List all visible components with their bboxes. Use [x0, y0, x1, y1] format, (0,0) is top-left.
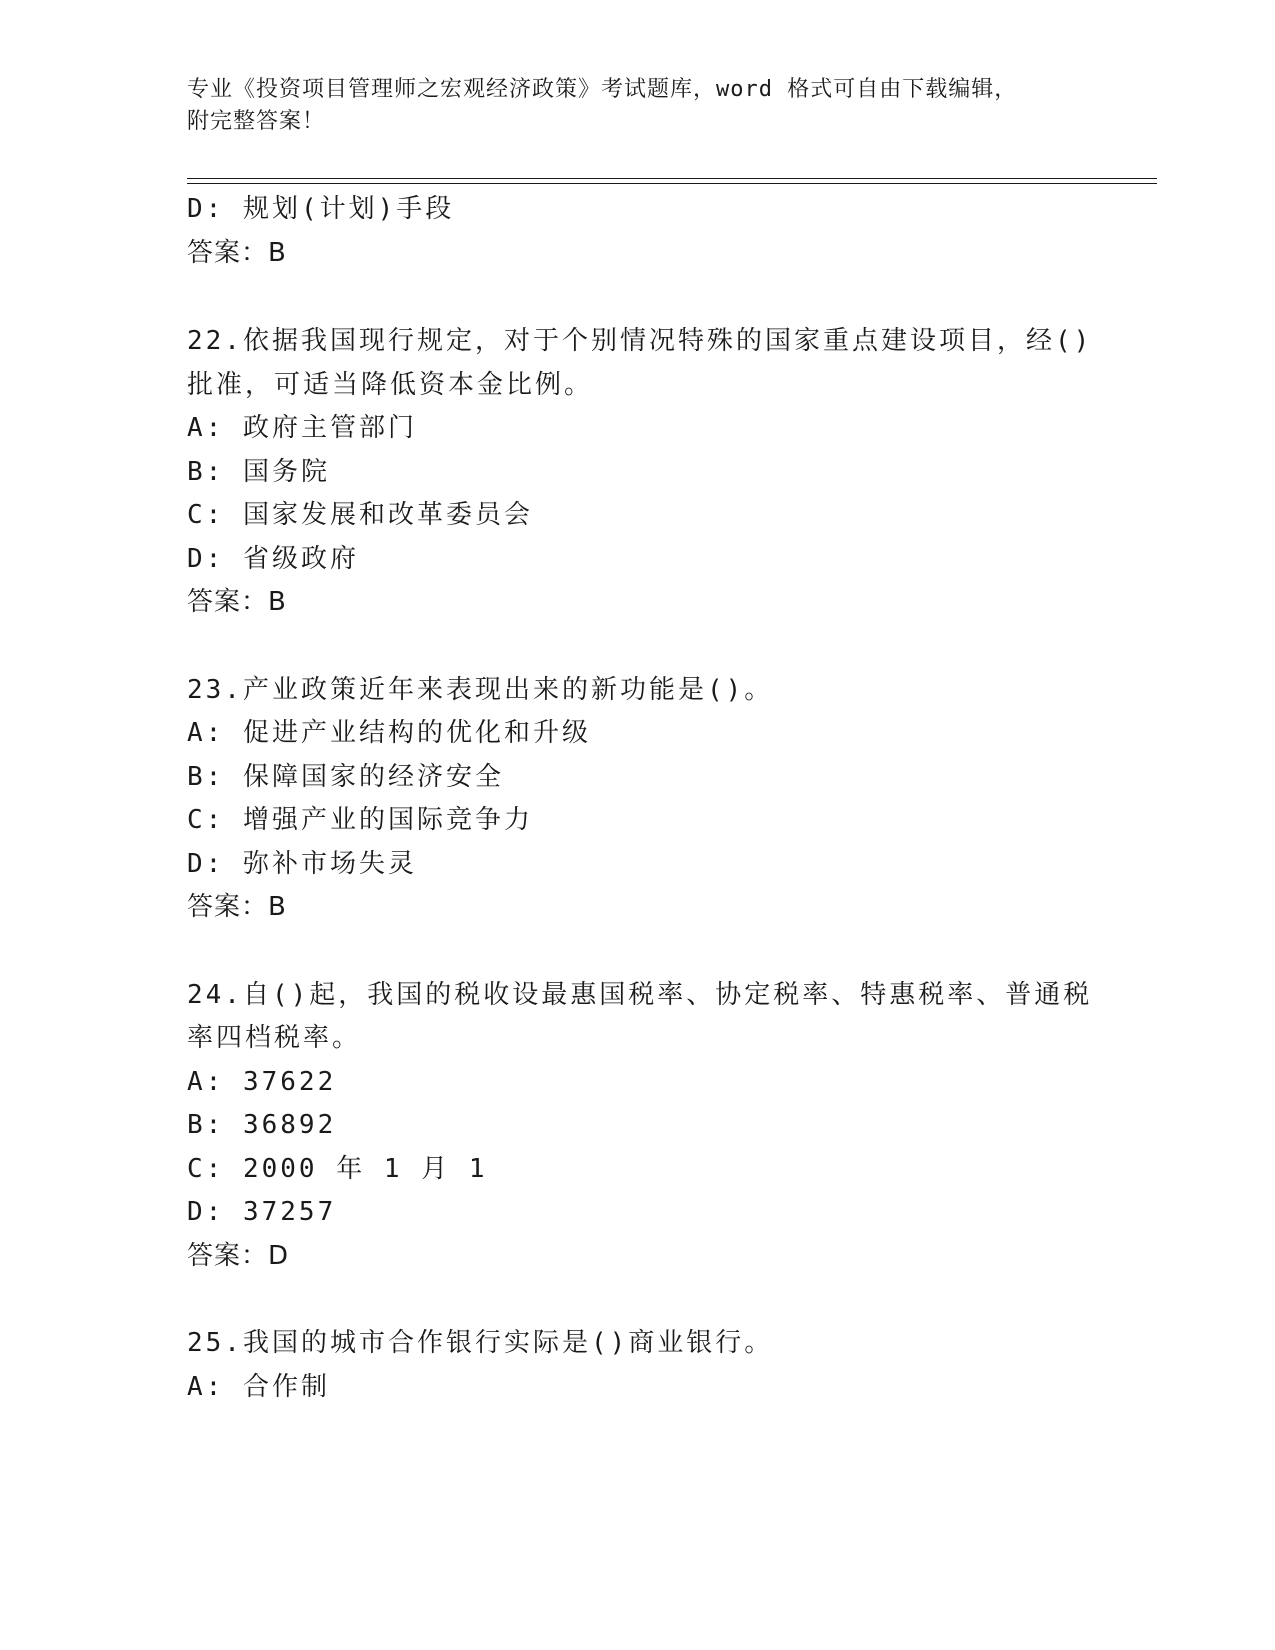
header-line-1: 专业《投资项目管理师之宏观经济政策》考试题库，word 格式可自由下载编辑，	[187, 77, 1018, 102]
question-23-option-c: C: 增强产业的国际竞争力	[187, 805, 533, 835]
question-24-option-c: C: 2000 年 1 月 1	[187, 1154, 488, 1184]
header-divider-top	[187, 178, 1157, 179]
question-24-option-a: A: 37622	[187, 1067, 337, 1097]
question-24-answer: 答案：D	[187, 1241, 290, 1271]
question-22-stem-line-1: 22.依据我国现行规定，对于个别情况特殊的国家重点建设项目，经()	[187, 326, 1093, 356]
question-22-option-b: B: 国务院	[187, 457, 330, 487]
question-22-answer: 答案：B	[187, 587, 287, 617]
header-line-2: 附完整答案！	[187, 109, 326, 134]
document-header	[187, 74, 1067, 138]
question-22-option-d: D: 省级政府	[187, 544, 359, 574]
question-23-option-a: A: 促进产业结构的优化和升级	[187, 718, 591, 748]
question-25-option-a: A: 合作制	[187, 1372, 330, 1402]
question-22-option-a: A: 政府主管部门	[187, 413, 417, 443]
question-23-option-d: D: 弥补市场失灵	[187, 849, 417, 879]
question-24-option-b: B: 36892	[187, 1110, 337, 1140]
question-23-answer: 答案：B	[187, 892, 287, 922]
prev-question-option-d: D: 规划(计划)手段	[187, 194, 455, 224]
question-24-stem-line-2: 率四档税率。	[187, 1023, 362, 1053]
question-22-stem-line-2: 批准，可适当降低资本金比例。	[187, 370, 594, 400]
question-25-stem-line-1: 25.我国的城市合作银行实际是()商业银行。	[187, 1328, 774, 1358]
question-22-option-c: C: 国家发展和改革委员会	[187, 500, 533, 530]
question-23-option-b: B: 保障国家的经济安全	[187, 762, 504, 792]
question-24-stem-line-1: 24.自()起，我国的税收设最惠国税率、协定税率、特惠税率、普通税	[187, 980, 1093, 1010]
question-24-option-d: D: 37257	[187, 1197, 337, 1227]
question-23-stem-line-1: 23.产业政策近年来表现出来的新功能是()。	[187, 675, 774, 705]
prev-question-answer: 答案：B	[187, 238, 287, 268]
header-divider-bottom	[187, 183, 1157, 184]
